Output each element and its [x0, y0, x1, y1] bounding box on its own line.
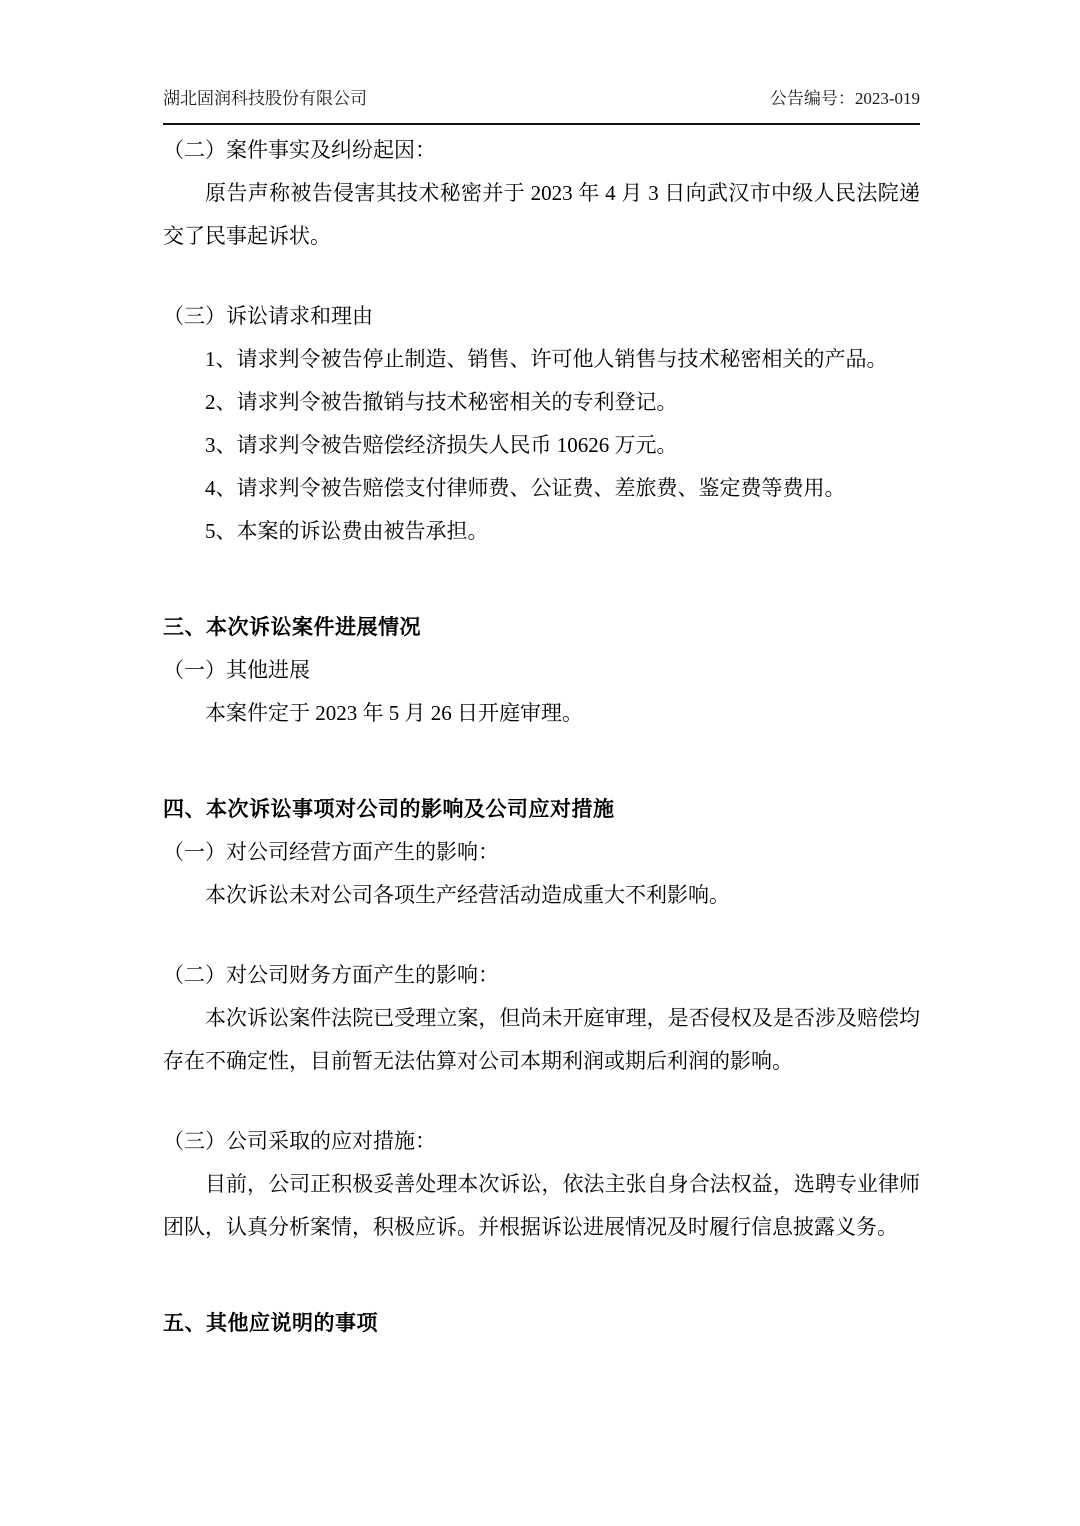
subsection-heading: （二）案件事实及纠纷起因：	[163, 138, 436, 162]
paragraph: 原告声称被告侵害其技术秘密并于 2023 年 4 月 3 日向武汉市中级人民法院递交了民事起诉状。	[163, 181, 920, 248]
paragraph: 目前，公司正积极妥善处理本次诉讼，依法主张自身合法权益，选聘专业律师团队，认真分析案情，积极应诉。并根据诉讼进展情况及时履行信息披露义务。	[163, 1172, 920, 1239]
document-body	[163, 129, 920, 1345]
section-heading: 三、本次诉讼案件进展情况	[163, 616, 421, 639]
page-header	[163, 88, 920, 110]
company-name: 湖北固润科技股份有限公司	[163, 89, 367, 108]
subsection-heading: （三）诉讼请求和理由	[163, 304, 373, 328]
announcement-number: 公告编号：2023-019	[769, 89, 920, 108]
list-item: 5、本案的诉讼费由被告承担。	[205, 519, 489, 543]
paragraph: 本次诉讼案件法院已受理立案，但尚未开庭审理，是否侵权及是否涉及赔偿均存在不确定性，目前暂无法估算对公司本期利润或期后利润的影响。	[163, 1006, 920, 1073]
subsection-heading: （一）对公司经营方面产生的影响：	[163, 840, 499, 864]
list-item: 2、请求判令被告撤销与技术秘密相关的专利登记。	[205, 390, 678, 414]
section-heading: 五、其他应说明的事项	[163, 1312, 378, 1335]
section-heading: 四、本次诉讼事项对公司的影响及公司应对措施	[163, 798, 615, 821]
subsection-heading: （一）其他进展	[163, 658, 310, 682]
list-item: 1、请求判令被告停止制造、销售、许可他人销售与技术秘密相关的产品。	[205, 347, 888, 371]
paragraph: 本次诉讼未对公司各项生产经营活动造成重大不利影响。	[205, 883, 730, 907]
subsection-heading: （二）对公司财务方面产生的影响：	[163, 963, 499, 987]
list-item: 4、请求判令被告赔偿支付律师费、公证费、差旅费、鉴定费等费用。	[205, 476, 846, 500]
header-divider	[163, 123, 920, 125]
paragraph: 本案件定于 2023 年 5 月 26 日开庭审理。	[205, 701, 583, 725]
subsection-heading: （三）公司采取的应对措施：	[163, 1129, 436, 1153]
list-item: 3、请求判令被告赔偿经济损失人民币 10626 万元。	[205, 433, 678, 457]
